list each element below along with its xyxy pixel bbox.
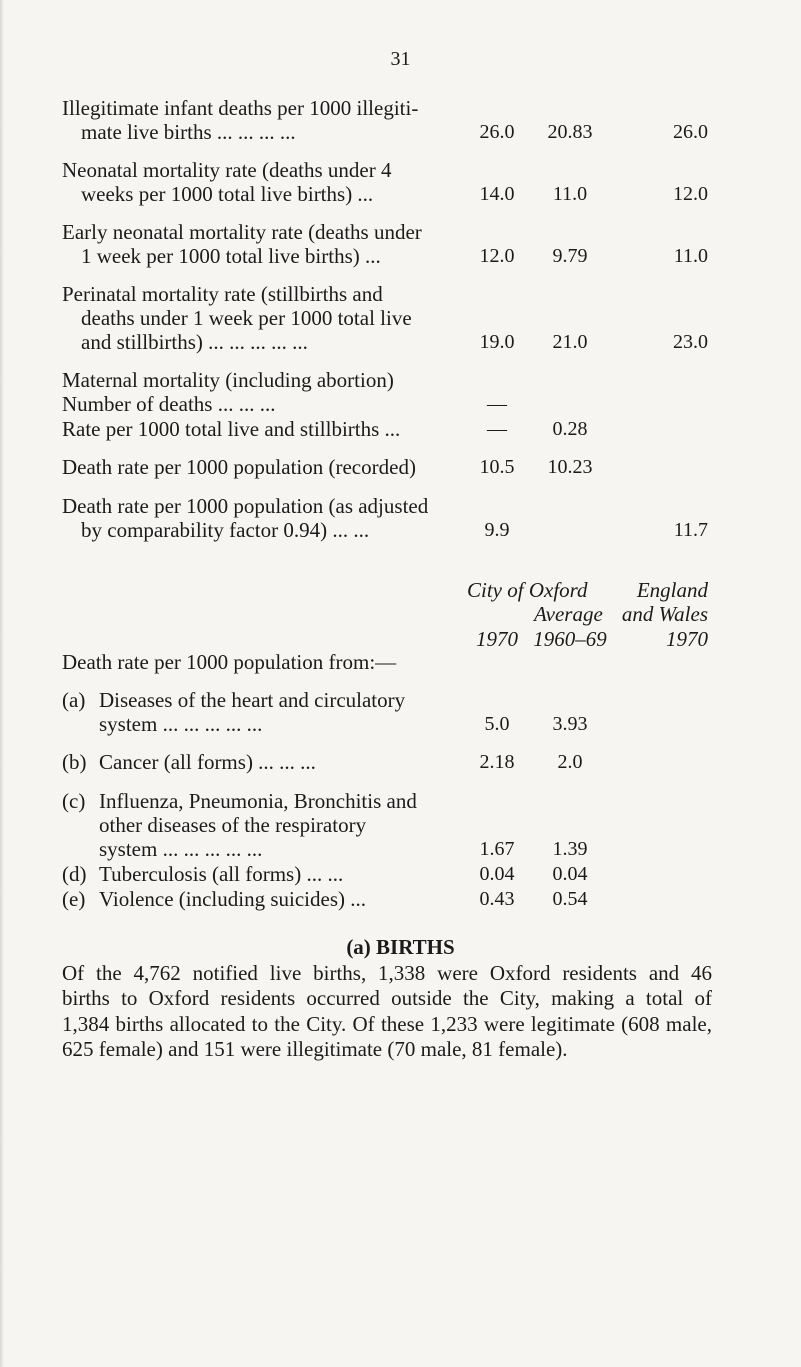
rate-oxford-1970: 26.0 bbox=[479, 121, 515, 143]
header-average: Average bbox=[534, 602, 603, 626]
rate-oxford-1970: — bbox=[487, 418, 507, 440]
cause-oxford-1970: 0.43 bbox=[479, 888, 515, 910]
paragraph-line: births to Oxford residents occurred outside the City, making a total of bbox=[62, 986, 712, 1011]
rate-england-1970: 23.0 bbox=[673, 331, 708, 353]
cause-text-line: system ... ... ... ... ... bbox=[99, 837, 263, 861]
births-paragraph bbox=[62, 961, 712, 1062]
cause-oxford-1970: 2.18 bbox=[479, 751, 515, 773]
cause-text-line: Tuberculosis (all forms) ... ... bbox=[99, 862, 344, 886]
cause-oxford-average: 1.39 bbox=[552, 838, 588, 860]
cause-oxford-average: 2.0 bbox=[557, 751, 583, 773]
cause-label: (c) bbox=[62, 789, 86, 813]
rate-england-1970: 26.0 bbox=[673, 121, 708, 143]
rate-england-1970: 12.0 bbox=[673, 183, 708, 205]
cause-oxford-average: 0.04 bbox=[552, 863, 588, 885]
rate-oxford-1970: 12.0 bbox=[479, 245, 515, 267]
rate-oxford-1970: 14.0 bbox=[479, 183, 515, 205]
cause-text-line: other diseases of the respiratory bbox=[99, 813, 367, 837]
cause-oxford-average: 0.54 bbox=[552, 888, 588, 910]
causes-intro: Death rate per 1000 population from:— bbox=[62, 650, 397, 674]
rate-label-line: deaths under 1 week per 1000 total live bbox=[81, 306, 412, 330]
header-england: England bbox=[636, 578, 708, 602]
rate-label-line: Death rate per 1000 population (as adjusted bbox=[62, 494, 429, 518]
rate-oxford-average: 21.0 bbox=[552, 331, 588, 353]
rate-oxford-1970: 9.9 bbox=[484, 519, 510, 541]
rate-label-line: 1 week per 1000 total live births) ... bbox=[81, 244, 381, 268]
cause-label: (a) bbox=[62, 688, 86, 712]
cause-label: (e) bbox=[62, 887, 86, 911]
header-year-1970-england: 1970 bbox=[666, 627, 708, 651]
rate-label-line: Illegitimate infant deaths per 1000 illegiti- bbox=[62, 96, 419, 120]
rate-label-line: Neonatal mortality rate (deaths under 4 bbox=[62, 158, 392, 182]
rate-oxford-average: 9.79 bbox=[552, 245, 588, 267]
cause-text-line: Influenza, Pneumonia, Bronchitis and bbox=[99, 789, 417, 813]
rate-label-line: mate live births ... ... ... ... bbox=[81, 120, 296, 144]
rate-label-line: Early neonatal mortality rate (deaths under bbox=[62, 220, 422, 244]
rate-label-line: Perinatal mortality rate (stillbirths and bbox=[62, 282, 383, 306]
births-heading: (a) BIRTHS bbox=[346, 935, 455, 959]
cause-text-line: Cancer (all forms) ... ... ... bbox=[99, 750, 316, 774]
rate-oxford-1970: 19.0 bbox=[479, 331, 515, 353]
header-years-average: 1960–69 bbox=[533, 627, 607, 651]
paragraph-line: 625 female) and 151 were illegitimate (70 male, 81 female). bbox=[62, 1036, 568, 1061]
rate-label-line: by comparability factor 0.94) ... ... bbox=[81, 518, 370, 542]
cause-oxford-1970: 5.0 bbox=[484, 713, 510, 735]
cause-text-line: Violence (including suicides) ... bbox=[99, 887, 367, 911]
rate-label-line: Rate per 1000 total live and stillbirths ... bbox=[62, 417, 401, 441]
rate-label-line: Death rate per 1000 population (recorded) bbox=[62, 455, 416, 479]
cause-text-line: Diseases of the heart and circulatory bbox=[99, 688, 406, 712]
cause-oxford-1970: 1.67 bbox=[479, 838, 515, 860]
rate-oxford-average: 10.23 bbox=[547, 456, 593, 478]
rate-label-line: Maternal mortality (including abortion) bbox=[62, 368, 394, 392]
rate-label-line: weeks per 1000 total live births) ... bbox=[81, 182, 374, 206]
header-city-of-oxford: City of Oxford bbox=[467, 578, 588, 602]
rate-england-1970: 11.0 bbox=[673, 245, 708, 267]
paragraph-line: Of the 4,762 notified live births, 1,338 were Oxford residents and 46 bbox=[62, 961, 712, 985]
rate-oxford-average: 0.28 bbox=[552, 418, 588, 440]
cause-text-line: system ... ... ... ... ... bbox=[99, 712, 263, 736]
header-and-wales: and Wales bbox=[621, 602, 708, 626]
header-year-1970: 1970 bbox=[476, 627, 518, 651]
page-number: 31 bbox=[390, 48, 411, 70]
binding-edge bbox=[0, 0, 4, 1367]
cause-oxford-average: 3.93 bbox=[552, 713, 588, 735]
rate-oxford-1970: — bbox=[487, 393, 507, 415]
rate-oxford-1970: 10.5 bbox=[479, 456, 515, 478]
cause-oxford-1970: 0.04 bbox=[479, 863, 515, 885]
cause-label: (d) bbox=[62, 862, 87, 886]
rate-oxford-average: 11.0 bbox=[552, 183, 588, 205]
rate-oxford-average: 20.83 bbox=[547, 121, 593, 143]
paragraph-line: 1,384 births allocated to the City. Of these 1,233 were legitimate (608 male, bbox=[62, 1011, 712, 1036]
rate-england-1970: 11.7 bbox=[673, 519, 708, 541]
rate-label-line: Number of deaths ... ... ... bbox=[62, 392, 276, 416]
rate-label-line: and stillbirths) ... ... ... ... ... bbox=[81, 330, 308, 354]
cause-label: (b) bbox=[62, 750, 87, 774]
